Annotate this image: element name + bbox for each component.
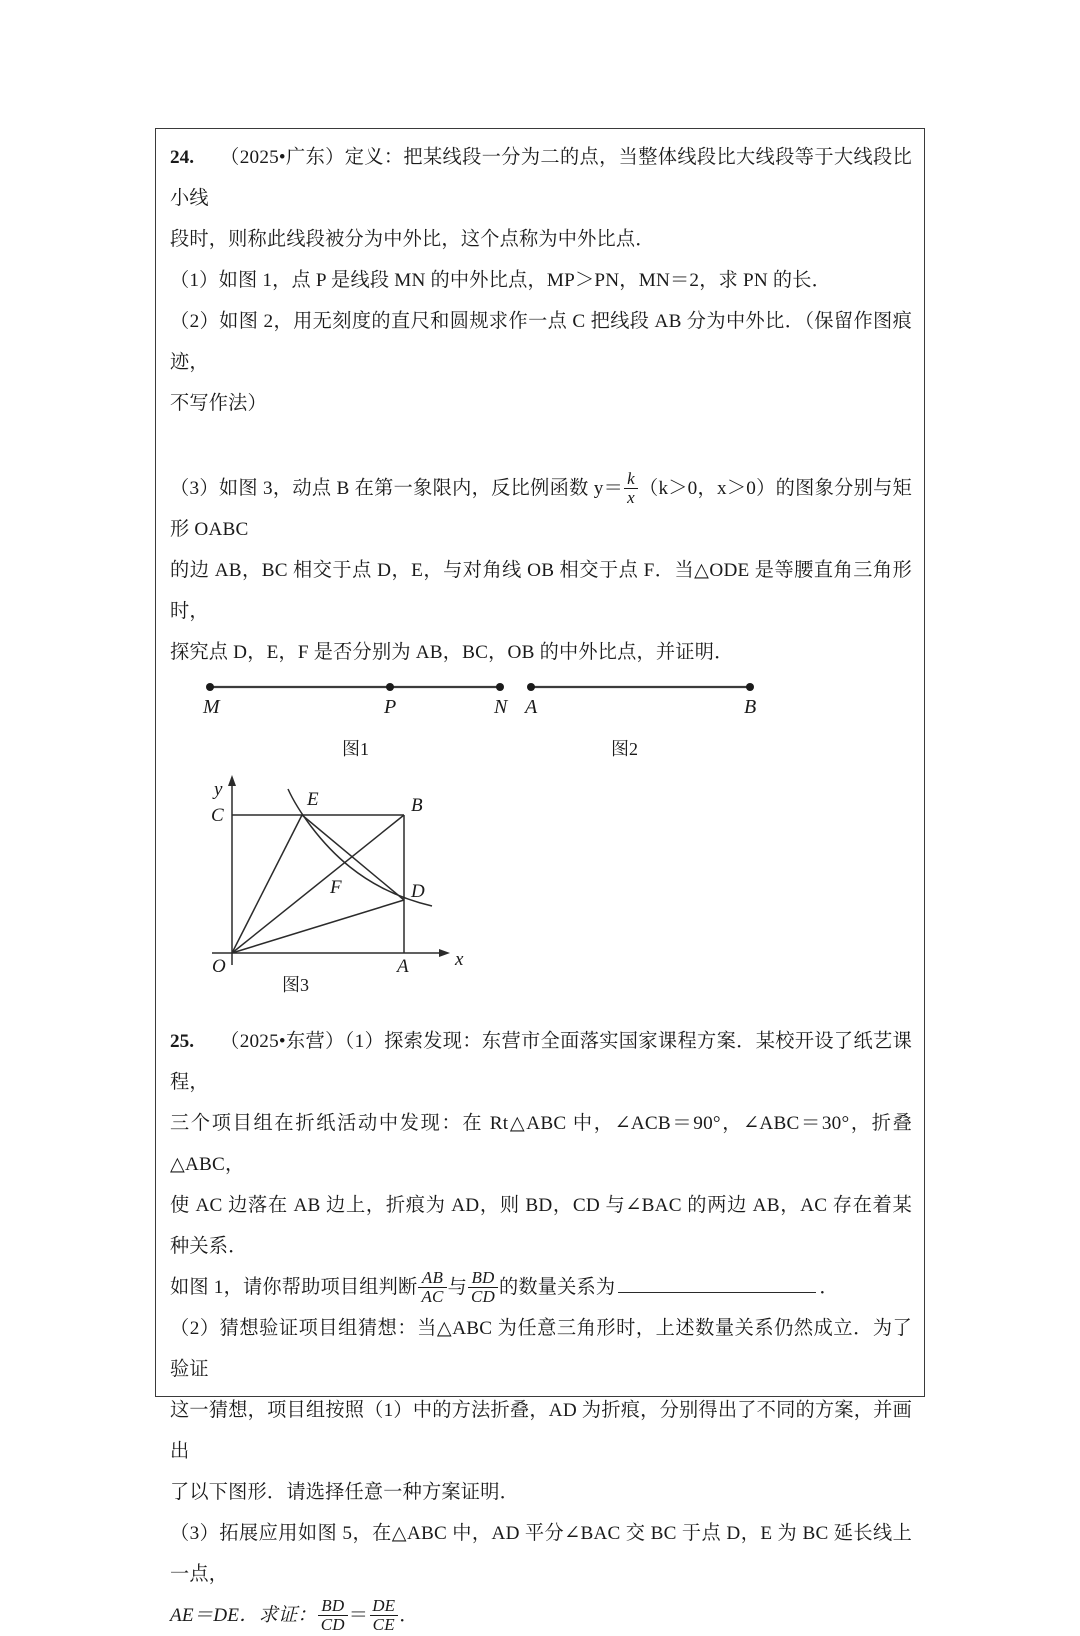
fraction-numerator: AB [421,1268,444,1288]
problem-24-stem-line-1 [170,137,912,219]
fraction-denominator: x [624,488,638,507]
fig1-point-m-dot [206,683,214,691]
fig3-axis-label-y: y [214,779,223,800]
problem-24-part-2-text-1: （2）如图 2，用无刻度的直尺和圆规求作一点 C 把线段 AB 分为中外比．（保留作图痕迹， [170,311,912,373]
problem-25-part-2-line-2 [170,1390,912,1472]
problem-25-p1-text-4a: 如图 1，请你帮助项目组判断 [170,1277,418,1298]
figure-3-svg [170,769,490,999]
fig1-point-p-dot [386,683,394,691]
problem-24-part-3-line-3 [170,632,912,673]
problem-25 [170,1021,912,1636]
fig1-label-n: N [494,696,508,718]
problem-25-source: （2025•东营） [219,1031,345,1052]
problem-25-part-1-line-4 [170,1267,912,1308]
spacer-after-part2 [170,424,912,468]
problem-24-part-3-text-3: 探究点 D，E，F 是否分别为 AB，BC，OB 的中外比点，并证明． [170,642,734,663]
figure-2-caption: 图2 [611,739,638,759]
fraction-denominator: CD [318,1615,348,1634]
figure-1-caption: 图1 [342,739,369,759]
problem-24-part-1 [170,260,912,301]
fraction-denominator: CE [370,1615,398,1634]
fig3-segment-od [232,900,404,953]
exam-page-border [155,128,925,1635]
problem-25-part-1-line-3 [170,1185,912,1267]
problem-24-part-2-text-2: 不写作法） [170,393,267,414]
fig3-axis-label-x: x [455,949,464,970]
fraction-de-over-ce [369,1597,398,1634]
problem-24-part-3-text-b: （k＞0，x＞0）的图象分别与矩形 OABC [170,478,912,540]
fig3-label-a: A [397,956,409,977]
fig3-x-axis-arrow [439,949,450,957]
figure-3-wrapper [170,769,912,1021]
problem-25-part-3-line-1 [170,1513,912,1595]
fig2-point-b-dot [746,683,754,691]
fig3-label-f: F [330,877,342,898]
fig1-label-m: M [203,696,220,718]
fraction-numerator: k [627,469,635,489]
problem-25-p3-text-2a: AE＝DE．求证： [170,1605,317,1626]
fraction-numerator: DE [372,1596,396,1616]
problem-24-part-2-line-1 [170,301,912,383]
fraction-ab-over-ac [418,1269,446,1306]
fig3-y-axis-arrow [228,775,236,786]
fig1-point-n-dot [496,683,504,691]
fraction-denominator: CD [468,1287,498,1306]
page-content [170,137,912,1636]
problem-25-p1-text-1: （1）探索发现：东营市全面落实国家课程方案．某校开设了纸艺课程， [170,1031,912,1093]
fig3-segment-oe [232,815,302,953]
fig3-label-c: C [211,805,224,826]
problem-24 [170,137,912,673]
problem-25-p2-text-1: （2）猜想验证项目组猜想：当△ABC 为任意三角形时，上述数量关系仍然成立．为了验证 [170,1318,912,1380]
problem-25-part-1-line-1 [170,1021,912,1103]
problem-24-stem-line-2 [170,219,912,260]
fraction-numerator: BD [321,1596,345,1616]
fig2-label-b: B [744,696,757,718]
figure-1-and-2-svg [170,673,912,731]
fig1-label-p: P [384,696,397,718]
answer-blank-line[interactable] [618,1277,816,1293]
problem-25-p3-equals: ＝ [348,1605,369,1626]
fraction-denominator: AC [418,1287,446,1306]
fig2-label-a: A [525,696,538,718]
fig3-label-o: O [212,956,226,977]
problem-25-p1-text-4b: 与 [447,1277,467,1298]
problem-25-p2-text-2: 这一猜想，项目组按照（1）中的方法折叠，AD 为折痕，分别得出了不同的方案，并画出 [170,1400,912,1462]
fraction-bd-over-cd-2 [318,1597,348,1634]
problem-25-p1-text-4c: 的数量关系为 [499,1277,616,1298]
fig3-label-d: D [411,881,425,902]
problem-24-number: 24. [170,147,194,168]
problem-24-source: （2025•广东） [219,147,345,168]
problem-25-part-2-line-1 [170,1308,912,1390]
fig3-label-b: B [411,795,423,816]
problem-25-part-1-line-2 [170,1103,912,1185]
problem-24-stem-text-2: 段时，则称此线段被分为中外比，这个点称为中外比点． [170,229,655,250]
problem-25-p2-text-3: 了以下图形．请选择任意一种方案证明． [170,1482,519,1503]
problem-24-part-3-text-2: 的边 AB，BC 相交于点 D，E，与对角线 OB 相交于点 F．当△ODE 是等腰直角三角形时， [170,560,912,622]
problem-24-part-3-text-a: （3）如图 3，动点 B 在第一象限内，反比例函数 y＝ [170,478,624,499]
problem-25-p3-text-2b: ． [399,1605,419,1626]
fraction-numerator: BD [471,1268,495,1288]
problem-25-p1-text-4d: ． [819,1277,839,1298]
problem-25-p1-text-2: 三个项目组在折纸活动中发现：在 Rt△ABC 中，∠ACB＝90°，∠ABC＝30°，折叠△ABC， [170,1113,912,1175]
figure-row-1-2 [170,673,912,769]
fig2-point-a-dot [527,683,535,691]
fig3-label-e: E [307,789,319,810]
fraction-bd-over-cd [468,1269,498,1306]
figure-3-caption: 图3 [282,975,309,995]
problem-24-stem-text-1: 定义：把某线段一分为二的点，当整体线段比大线段等于大线段比小线 [170,147,912,209]
problem-25-number: 25. [170,1031,194,1052]
problem-25-part-2-line-3 [170,1472,912,1513]
problem-24-part-2-line-2 [170,383,912,424]
problem-25-p1-text-3: 使 AC 边落在 AB 边上，折痕为 AD，则 BD，CD 与∠BAC 的两边 AB，AC 存在着某种关系． [170,1195,912,1257]
problem-24-part-3-line-1 [170,468,912,550]
fraction-k-over-x [624,470,638,507]
problem-24-part-1-text: （1）如图 1，点 P 是线段 MN 的中外比点，MP＞PN，MN＝2，求 PN 的长． [170,270,832,291]
problem-24-part-3-line-2 [170,550,912,632]
problem-25-p3-text-1: （3）拓展应用如图 5，在△ABC 中，AD 平分∠BAC 交 BC 于点 D，E 为 BC 延长线上一点， [170,1523,912,1585]
problem-25-part-3-line-2 [170,1595,912,1636]
